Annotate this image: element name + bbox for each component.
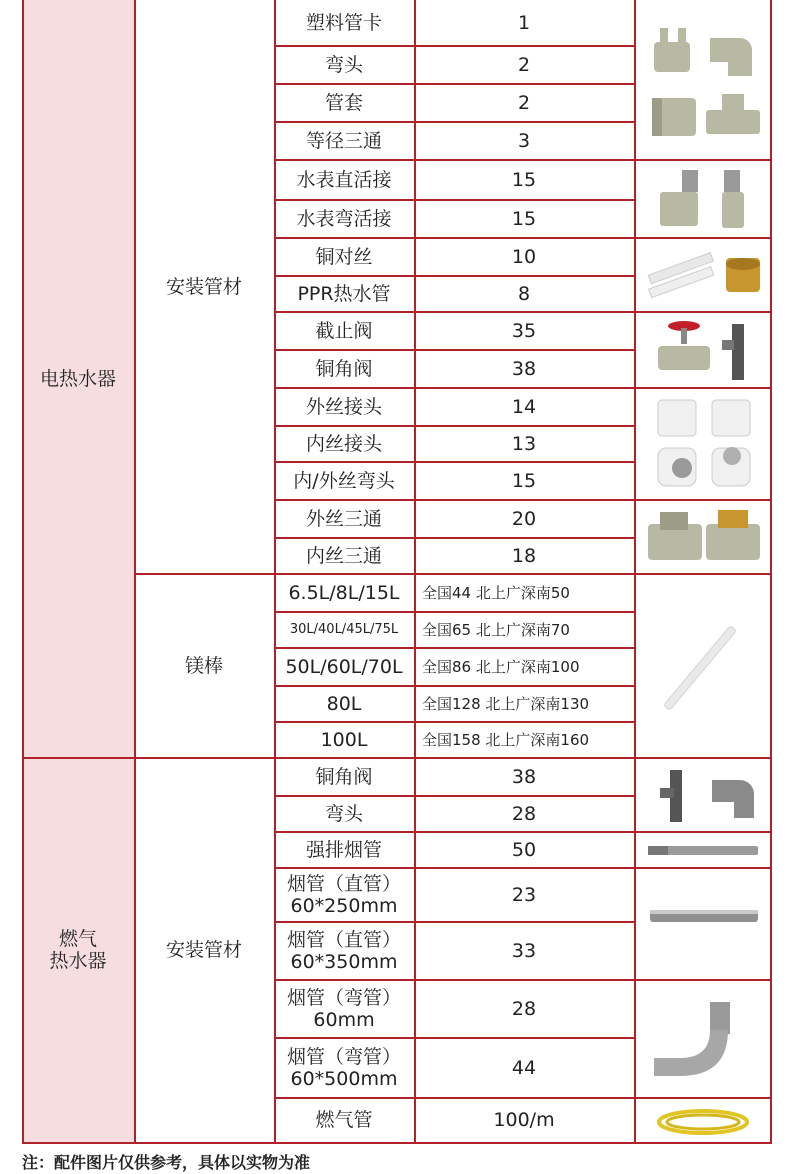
- item-name: 烟管（直管） 60*350mm: [286, 929, 401, 973]
- table-border: [274, 721, 634, 723]
- table-border: [274, 537, 634, 539]
- item-price: 15: [511, 470, 537, 492]
- rod-price: 全国44 北上广深南50: [422, 584, 570, 602]
- item-price: 28: [511, 998, 537, 1020]
- item-name: 燃气管: [315, 1109, 373, 1131]
- subcategory-install-electric: 安装管材: [165, 276, 242, 298]
- table-border: [274, 237, 634, 239]
- table-border: [634, 499, 772, 501]
- rod-price: 全国128 北上广深南130: [422, 695, 590, 713]
- item-name: 外丝三通: [305, 508, 382, 530]
- table-border: [274, 159, 634, 161]
- footnote: 注：配件图片仅供参考，具体以实物为准: [22, 1153, 311, 1172]
- item-name: 强排烟管: [305, 839, 382, 861]
- table-border: [634, 387, 772, 389]
- straight-flue-image: [640, 896, 766, 938]
- table-border: [274, 425, 634, 427]
- item-name: 铜对丝: [315, 246, 373, 268]
- table-border: [634, 831, 772, 833]
- item-name: 铜角阀: [315, 766, 373, 788]
- table-border: [274, 499, 634, 501]
- item-name: 弯头: [324, 803, 363, 825]
- rod-size: 50L/60L/70L: [285, 656, 403, 678]
- item-name: 等径三通: [305, 130, 382, 152]
- subcategory-magnesium-rod: 镁棒: [184, 655, 223, 677]
- threaded-fittings-image: [640, 392, 766, 494]
- item-price: 2: [517, 54, 531, 76]
- rod-price: 全国65 北上广深南70: [422, 621, 570, 639]
- item-name: 内丝三通: [305, 545, 382, 567]
- item-price: 15: [511, 208, 537, 230]
- item-price: 10: [511, 246, 537, 268]
- valve-image: [640, 318, 766, 384]
- item-name: 水表直活接: [296, 169, 392, 191]
- item-name: 内丝接头: [305, 433, 382, 455]
- item-name: 烟管（弯管） 60*500mm: [286, 1046, 401, 1090]
- item-name: 管套: [324, 92, 363, 114]
- item-price: 14: [511, 396, 537, 418]
- item-price: 50: [511, 839, 537, 861]
- item-name: 塑料管卡: [305, 12, 382, 34]
- gas-hose-image: [640, 1104, 766, 1138]
- item-name: 内/外丝弯头: [293, 470, 395, 492]
- item-price: 8: [517, 283, 531, 305]
- table-border: [634, 1097, 772, 1099]
- table-border: [274, 1097, 634, 1099]
- item-name: 铜角阀: [315, 358, 373, 380]
- rod-size: 80L: [326, 693, 362, 715]
- item-price: 100/m: [493, 1109, 555, 1131]
- table-border: [414, 0, 416, 1144]
- table-border: [634, 237, 772, 239]
- table-border: [274, 1037, 634, 1039]
- table-border: [634, 159, 772, 161]
- item-price: 18: [511, 545, 537, 567]
- item-price: 35: [511, 320, 537, 342]
- table-border: [134, 573, 772, 575]
- table-border: [634, 979, 772, 981]
- elbow-flue-image: [640, 994, 766, 1084]
- item-price: 23: [511, 884, 537, 906]
- category-electric: 电热水器: [22, 0, 134, 758]
- item-name: PPR热水管: [297, 283, 391, 305]
- accessory-price-table: [22, 0, 772, 1144]
- item-price: 20: [511, 508, 537, 530]
- exhaust-pipe-image: [640, 836, 766, 864]
- table-border: [274, 795, 634, 797]
- table-border: [274, 311, 634, 313]
- table-border: [634, 867, 772, 869]
- table-border: [634, 0, 636, 1144]
- item-name: 截止阀: [315, 320, 373, 342]
- table-border: [274, 0, 276, 1144]
- table-border: [634, 311, 772, 313]
- table-border: [274, 349, 634, 351]
- table-border: [274, 199, 634, 201]
- table-border: [274, 387, 634, 389]
- table-border: [274, 831, 634, 833]
- rod-size: 6.5L/8L/15L: [288, 582, 400, 604]
- item-name: 水表弯活接: [296, 208, 392, 230]
- category-gas: 燃气 热水器: [22, 758, 134, 1142]
- table-border: [274, 45, 634, 47]
- table-border: [274, 83, 634, 85]
- table-border: [134, 0, 136, 1144]
- item-name: 外丝接头: [305, 396, 382, 418]
- table-border: [274, 647, 634, 649]
- table-border: [274, 275, 634, 277]
- subcategory-install-gas: 安装管材: [165, 939, 242, 961]
- table-border: [770, 0, 772, 1144]
- table-border: [274, 685, 634, 687]
- table-border: [274, 121, 634, 123]
- table-border: [274, 867, 634, 869]
- item-price: 38: [511, 358, 537, 380]
- table-border: [274, 611, 634, 613]
- table-border: [274, 979, 634, 981]
- item-price: 3: [517, 130, 531, 152]
- table-border: [22, 757, 772, 759]
- threaded-tee-image: [640, 504, 766, 570]
- item-price: 44: [511, 1057, 537, 1079]
- item-price: 2: [517, 92, 531, 114]
- copper-nipple-pipe-image: [640, 244, 766, 306]
- table-border: [274, 921, 634, 923]
- gas-valve-elbow-image: [640, 762, 766, 828]
- item-price: 38: [511, 766, 537, 788]
- item-name: 烟管（直管） 60*250mm: [286, 873, 401, 917]
- magnesium-rod-image: [640, 612, 766, 722]
- rod-price: 全国86 北上广深南100: [422, 658, 580, 676]
- rod-size: 100L: [320, 729, 368, 751]
- ppr-fittings-image: [640, 18, 766, 148]
- item-price: 13: [511, 433, 537, 455]
- item-name: 烟管（弯管） 60mm: [286, 987, 401, 1031]
- meter-union-image: [640, 166, 766, 234]
- item-price: 28: [511, 803, 537, 825]
- item-price: 33: [511, 940, 537, 962]
- table-border: [22, 0, 24, 1144]
- item-name: 弯头: [324, 54, 363, 76]
- item-price: 15: [511, 169, 537, 191]
- rod-size: 30L/40L/45L/75L: [289, 622, 399, 637]
- table-border: [274, 461, 634, 463]
- rod-price: 全国158 北上广深南160: [422, 731, 590, 749]
- item-price: 1: [517, 12, 531, 34]
